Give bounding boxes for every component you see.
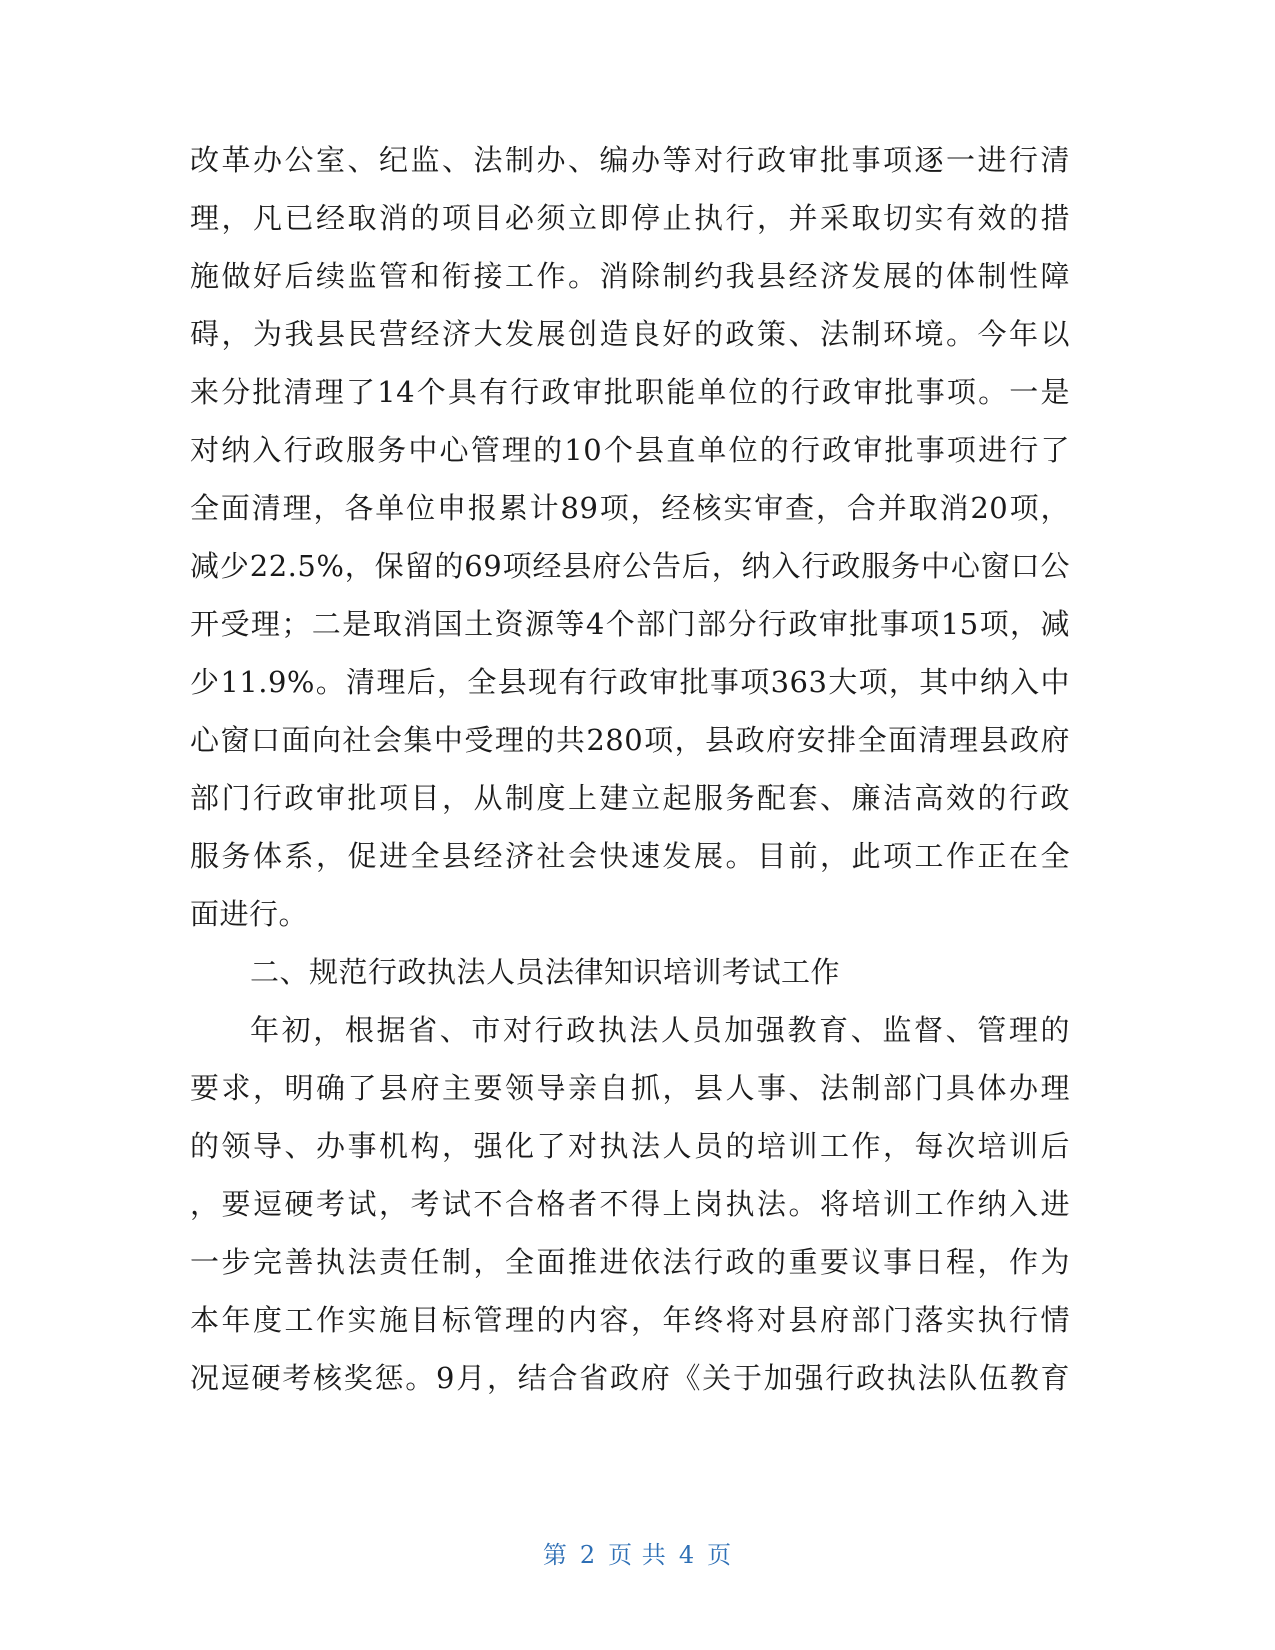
text-line: 服务体系，促进全县经济社会快速发展。目前，此项工作正在全 [190,839,1070,873]
text-line: 少11.9%。清理后，全县现有行政审批事项363大项，其中纳入中 [190,665,1070,699]
text-line: 碍，为我县民营经济大发展创造良好的政策、法制环境。今年以 [190,317,1070,351]
text-line: 施做好后续监管和衔接工作。消除制约我县经济发展的体制性障 [190,259,1070,293]
text-line: 全面清理，各单位申报累计89项，经核实审查，合并取消20项， [190,491,1070,525]
text-line: 对纳入行政服务中心管理的10个县直单位的行政审批事项进行了 [190,433,1070,467]
text-line: ，要逗硬考试，考试不合格者不得上岗执法。将培训工作纳入进 [190,1187,1070,1221]
footer-suffix: 页 [707,1541,733,1569]
text-line: 部门行政审批项目，从制度上建立起服务配套、廉洁高效的行政 [190,781,1070,815]
page-footer [0,1535,1275,1570]
footer-middle: 页 共 [608,1541,667,1569]
text-line: 本年度工作实施目标管理的内容，年终将对县府部门落实执行情 [190,1303,1070,1337]
text-line: 一步完善执法责任制，全面推进依法行政的重要议事日程，作为 [190,1245,1070,1279]
text-line: 面进行。 [190,897,309,931]
text-line: 理，凡已经取消的项目必须立即停止执行，并采取切实有效的措 [190,201,1070,235]
page-number-current: 2 [579,1541,597,1569]
text-line: 开受理；二是取消国土资源等4个部门部分行政审批事项15项，减 [190,607,1070,641]
page-number-total: 4 [678,1541,696,1569]
text-line: 况逗硬考核奖惩。9月，结合省政府《关于加强行政执法队伍教育 [190,1361,1070,1395]
text-line: 心窗口面向社会集中受理的共280项，县政府安排全面清理县政府 [190,723,1070,757]
text-line: 要求，明确了县府主要领导亲自抓，县人事、法制部门具体办理 [190,1071,1070,1105]
text-line: 的领导、办事机构，强化了对执法人员的培训工作，每次培训后 [190,1129,1070,1163]
text-line: 改革办公室、纪监、法制办、编办等对行政审批事项逐一进行清 [190,143,1070,177]
section-heading: 二、规范行政执法人员法律知识培训考试工作 [250,955,841,989]
footer-prefix: 第 [542,1541,568,1569]
text-line: 减少22.5%，保留的69项经县府公告后，纳入行政服务中心窗口公 [190,549,1070,583]
text-line: 来分批清理了14个具有行政审批职能单位的行政审批事项。一是 [190,375,1070,409]
paragraph-first-line: 年初，根据省、市对行政执法人员加强教育、监督、管理的 [250,1013,1070,1047]
